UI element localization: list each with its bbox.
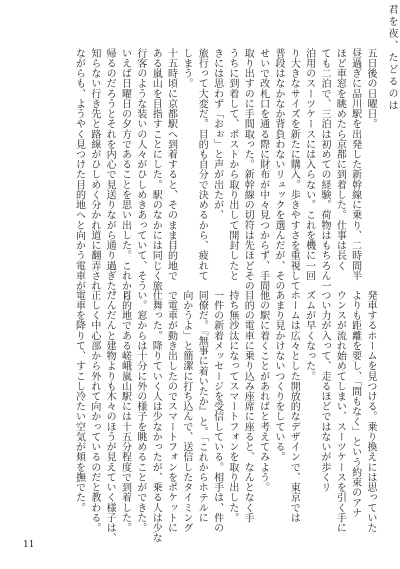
text-line: で電車が動き出したのでスマートフォンをポケットに bbox=[165, 290, 177, 533]
text-line: ほど車窓を眺めたら京都に到着した。仕事は長く bbox=[334, 48, 346, 271]
page-number: 11 bbox=[23, 540, 35, 550]
text-line: ホームは広々とした開放的なデザインで、東京では bbox=[288, 290, 300, 523]
text-line: 目的の電車に乗り込み座席に座ると、なんとなく手 bbox=[242, 290, 254, 523]
text-line: いえば日曜日の夕方であることを思い出した。これから bbox=[119, 48, 131, 301]
text-line: 昼過ぎに品川駅を出発した新幹線に乗り、二時間半 bbox=[349, 48, 361, 281]
text-line: 知らない行き先と路線がひしめく分かれ道に翻弄され bbox=[88, 48, 100, 291]
text-line: ても二泊で、三泊は初めての経験。荷物はもちろん一 bbox=[318, 48, 330, 291]
text-line: しまう。 bbox=[180, 48, 192, 89]
text-line: だんだんと建物よりも木々のほうが見えていく様子は、 bbox=[104, 290, 116, 543]
text-line: ズムが早くなった。 bbox=[303, 290, 315, 382]
text-line: 目的地である嵯峨嵐山駅には十五分程度で到着した。 bbox=[119, 290, 131, 533]
text-line: あまり見かけないつくりをしている。 bbox=[272, 290, 284, 463]
text-line: 正しく中心部から外れて向かっているのだと教わる。 bbox=[88, 290, 100, 533]
text-line: ある嵐山を目指すことにした。駅のなかには同じく旅 bbox=[150, 48, 162, 291]
upper-text-block bbox=[68, 48, 375, 301]
text-line: うちに到着して、ポストから取り出して開封したと bbox=[226, 48, 238, 281]
text-line: つい力が入って、走るほどではないが歩くリ bbox=[318, 290, 330, 493]
page-header bbox=[386, 4, 396, 112]
text-line: 帰るのだろうとそれを内心で見送りながら通り過ぎた。 bbox=[104, 48, 116, 301]
running-title: 君を夜、たどるのは bbox=[386, 4, 397, 112]
text-line: 電車を降りて、すこし冷たい空気が頬を撫でた。 bbox=[73, 290, 85, 513]
text-line: 泊用のスーツケースには入らない。これを機に一回 bbox=[303, 48, 315, 281]
text-line: 取り出すのに手間取った。新幹線の切符は先ほどその bbox=[242, 48, 254, 291]
text-line: せいで改札口を通る際に財布が中々見つからず、手間 bbox=[257, 48, 269, 291]
text-line: り大きなサイズを新たに購入。歩きやすさを重視して bbox=[288, 48, 300, 291]
text-line: きには思わず「おぉ」と声が出たが、 bbox=[211, 48, 223, 221]
lower-text-block bbox=[68, 290, 375, 543]
text-line: 持ち無沙汰になってスマートフォンを取り出した。 bbox=[226, 290, 238, 523]
text-line: い。窓からは十分に外の様子を眺めることができた。 bbox=[134, 290, 146, 533]
text-line: 一件の新着メッセージを受信している。相手は、件の bbox=[211, 290, 223, 533]
text-line: 同僚だ。『無事に着いたか』と。「これからホテルに bbox=[196, 290, 208, 523]
text-line: 発車するホームを見つける。乗り換えには思っていた bbox=[365, 290, 376, 533]
text-line: 向かうよ」と簡潔に打ち込んで、送信したタイミング bbox=[180, 290, 192, 533]
text-line: 他の駅に着くことがあればと考えてみよう。 bbox=[257, 290, 269, 493]
text-line: 五日後の日曜日。 bbox=[365, 48, 376, 129]
text-line: ウンスが流れ始めてしまい、スーツケースを引く手に bbox=[334, 290, 346, 533]
text-line: 普段はなかなか背負わないリュックを選んだが、その bbox=[272, 48, 284, 291]
text-line: 行客のような装いの人々がひしめきあっていて、そう bbox=[134, 48, 146, 291]
text-line: よりも距離を要し、「間もなく」という約束のアナ bbox=[349, 290, 361, 518]
text-line: 旅行って大変だ。目的も自分で決めるから、疲れて bbox=[196, 48, 208, 281]
text-line: ながらも、ようやく見つけた目的地へと向かう電車が bbox=[73, 48, 85, 291]
text-line: 十五時頃に京都駅へ到着すると、そのまま目的地で bbox=[165, 48, 177, 281]
text-line: 仕舞った。降りていく人は少なかったが、乗る人は少な bbox=[150, 290, 162, 543]
